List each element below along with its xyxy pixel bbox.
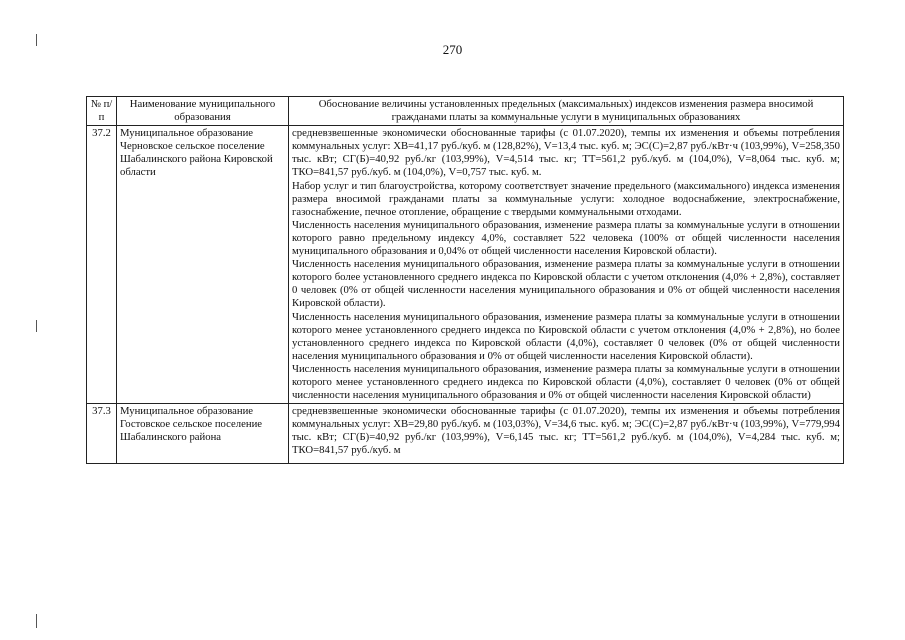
basis-population-between-paragraph: Численность населения муниципального образования, изменение размера платы за коммунальные услуги в отношении которого менее установленного среднего индекса по Кировской области с учетом отклонения (4,0% + 2,8%), но более установленного среднего индекса по Кировской области (4,0%), составляет 0 человек (0% от общей численности населения муниципального образования и 0% от общей численности населения Кировской области). (292, 310, 840, 362)
basis-population-equal-paragraph: Численность населения муниципального образования, изменение размера платы за коммунальные услуги в отношении которого равно предельному индексу 4,0%, составляет 522 человека (100% от общей численности населения муниципального образования и 0,04% от общей численности населения Кировской области). (292, 218, 840, 258)
row-municipality (117, 404, 289, 464)
row-number: 37.2 (87, 126, 117, 404)
basis-services-paragraph: Набор услуг и тип благоустройства, которому соответствует значение предельного (максимального) индекса изменения размера вносимой гражданами платы за коммунальные услуги: холодное водоснабжение, электроснабжение, газоснабжение, печное отопление, обращение с твердыми коммунальными отходами. (292, 179, 840, 218)
row-municipality: Муниципальное образование Черновское сельское поселение Шабалинского района Кировской области (117, 126, 289, 404)
row-basis-clip (292, 405, 840, 462)
row-basis (289, 126, 844, 404)
row-municipality-text: Муниципальное образование Гостовское сельское поселение Шабалинского района (120, 405, 263, 444)
table-row (87, 126, 844, 404)
header-number: № п/п (87, 97, 117, 126)
row-basis (289, 404, 844, 464)
basis-tariffs-paragraph: средневзвешенные экономически обоснованные тарифы (с 01.07.2020), темпы их изменения и объемы потребления коммунальных услуг: ХВ=41,17 руб./куб. м (128,82%), V=13,4 тыс. куб. м; ЭС(С)=2,87 руб./кВт·ч (103,99%), V=258,350 тыс. кВт; СГ(Б)=40,92 руб./кг (103,99%), V=4,514 тыс. кг; ТТ=561,2 руб./куб. м (104,0%), V=8,064 тыс. куб. м; ТКО=841,57 руб./куб. м (104,0%), V=0,757 тыс. куб. м. (292, 127, 840, 179)
margin-mark-top (36, 34, 37, 46)
header-municipality: Наименование муниципального образования (117, 97, 289, 126)
basis-population-below-paragraph: Численность населения муниципального образования, изменение размера платы за коммунальные услуги в отношении которого менее установленного среднего индекса по Кировской области (4,0%), составляет 0 человек (0% от общей численности населения муниципального образования и 0% от общей численности населения Кировской области) (292, 362, 840, 402)
basis-population-above-paragraph: Численность населения муниципального образования, изменение размера платы за коммунальные услуги в отношении которого более установленного среднего индекса по Кировской области с учетом отклонения (4,0% + 2,8%), составляет 0 человек (0% от общей численности населения муниципального образования и 0% от общей численности населения Кировской области). (292, 258, 840, 310)
header-basis: Обоснование величины установленных предельных (максимальных) индексов изменения размера вносимой гражданами платы за коммунальные услуги в муниципальных образованиях (289, 97, 844, 126)
row-number: 37.3 (87, 404, 117, 464)
margin-mark-middle (36, 320, 37, 332)
table-row (87, 404, 844, 464)
page-number: 270 (442, 42, 463, 57)
basis-tariffs-paragraph: средневзвешенные экономически обоснованные тарифы (с 01.07.2020), темпы их изменения и объемы потребления коммунальных услуг: ХВ=29,80 руб./куб. м (103,03%), V=34,6 тыс. куб. м; ЭС(С)=2,87 руб./кВт·ч (103,99%), V=779,994 тыс. кВт; СГ(Б)=40,92 руб./кг (103,99%), V=6,145 тыс. кг; ТТ=561,2 руб./куб. м (104,0%), V=4,284 тыс. куб. м; ТКО=841,57 руб./куб. м (292, 405, 840, 457)
table-header-row (87, 97, 844, 126)
margin-mark-bottom (36, 614, 37, 628)
tariff-table (86, 96, 844, 464)
